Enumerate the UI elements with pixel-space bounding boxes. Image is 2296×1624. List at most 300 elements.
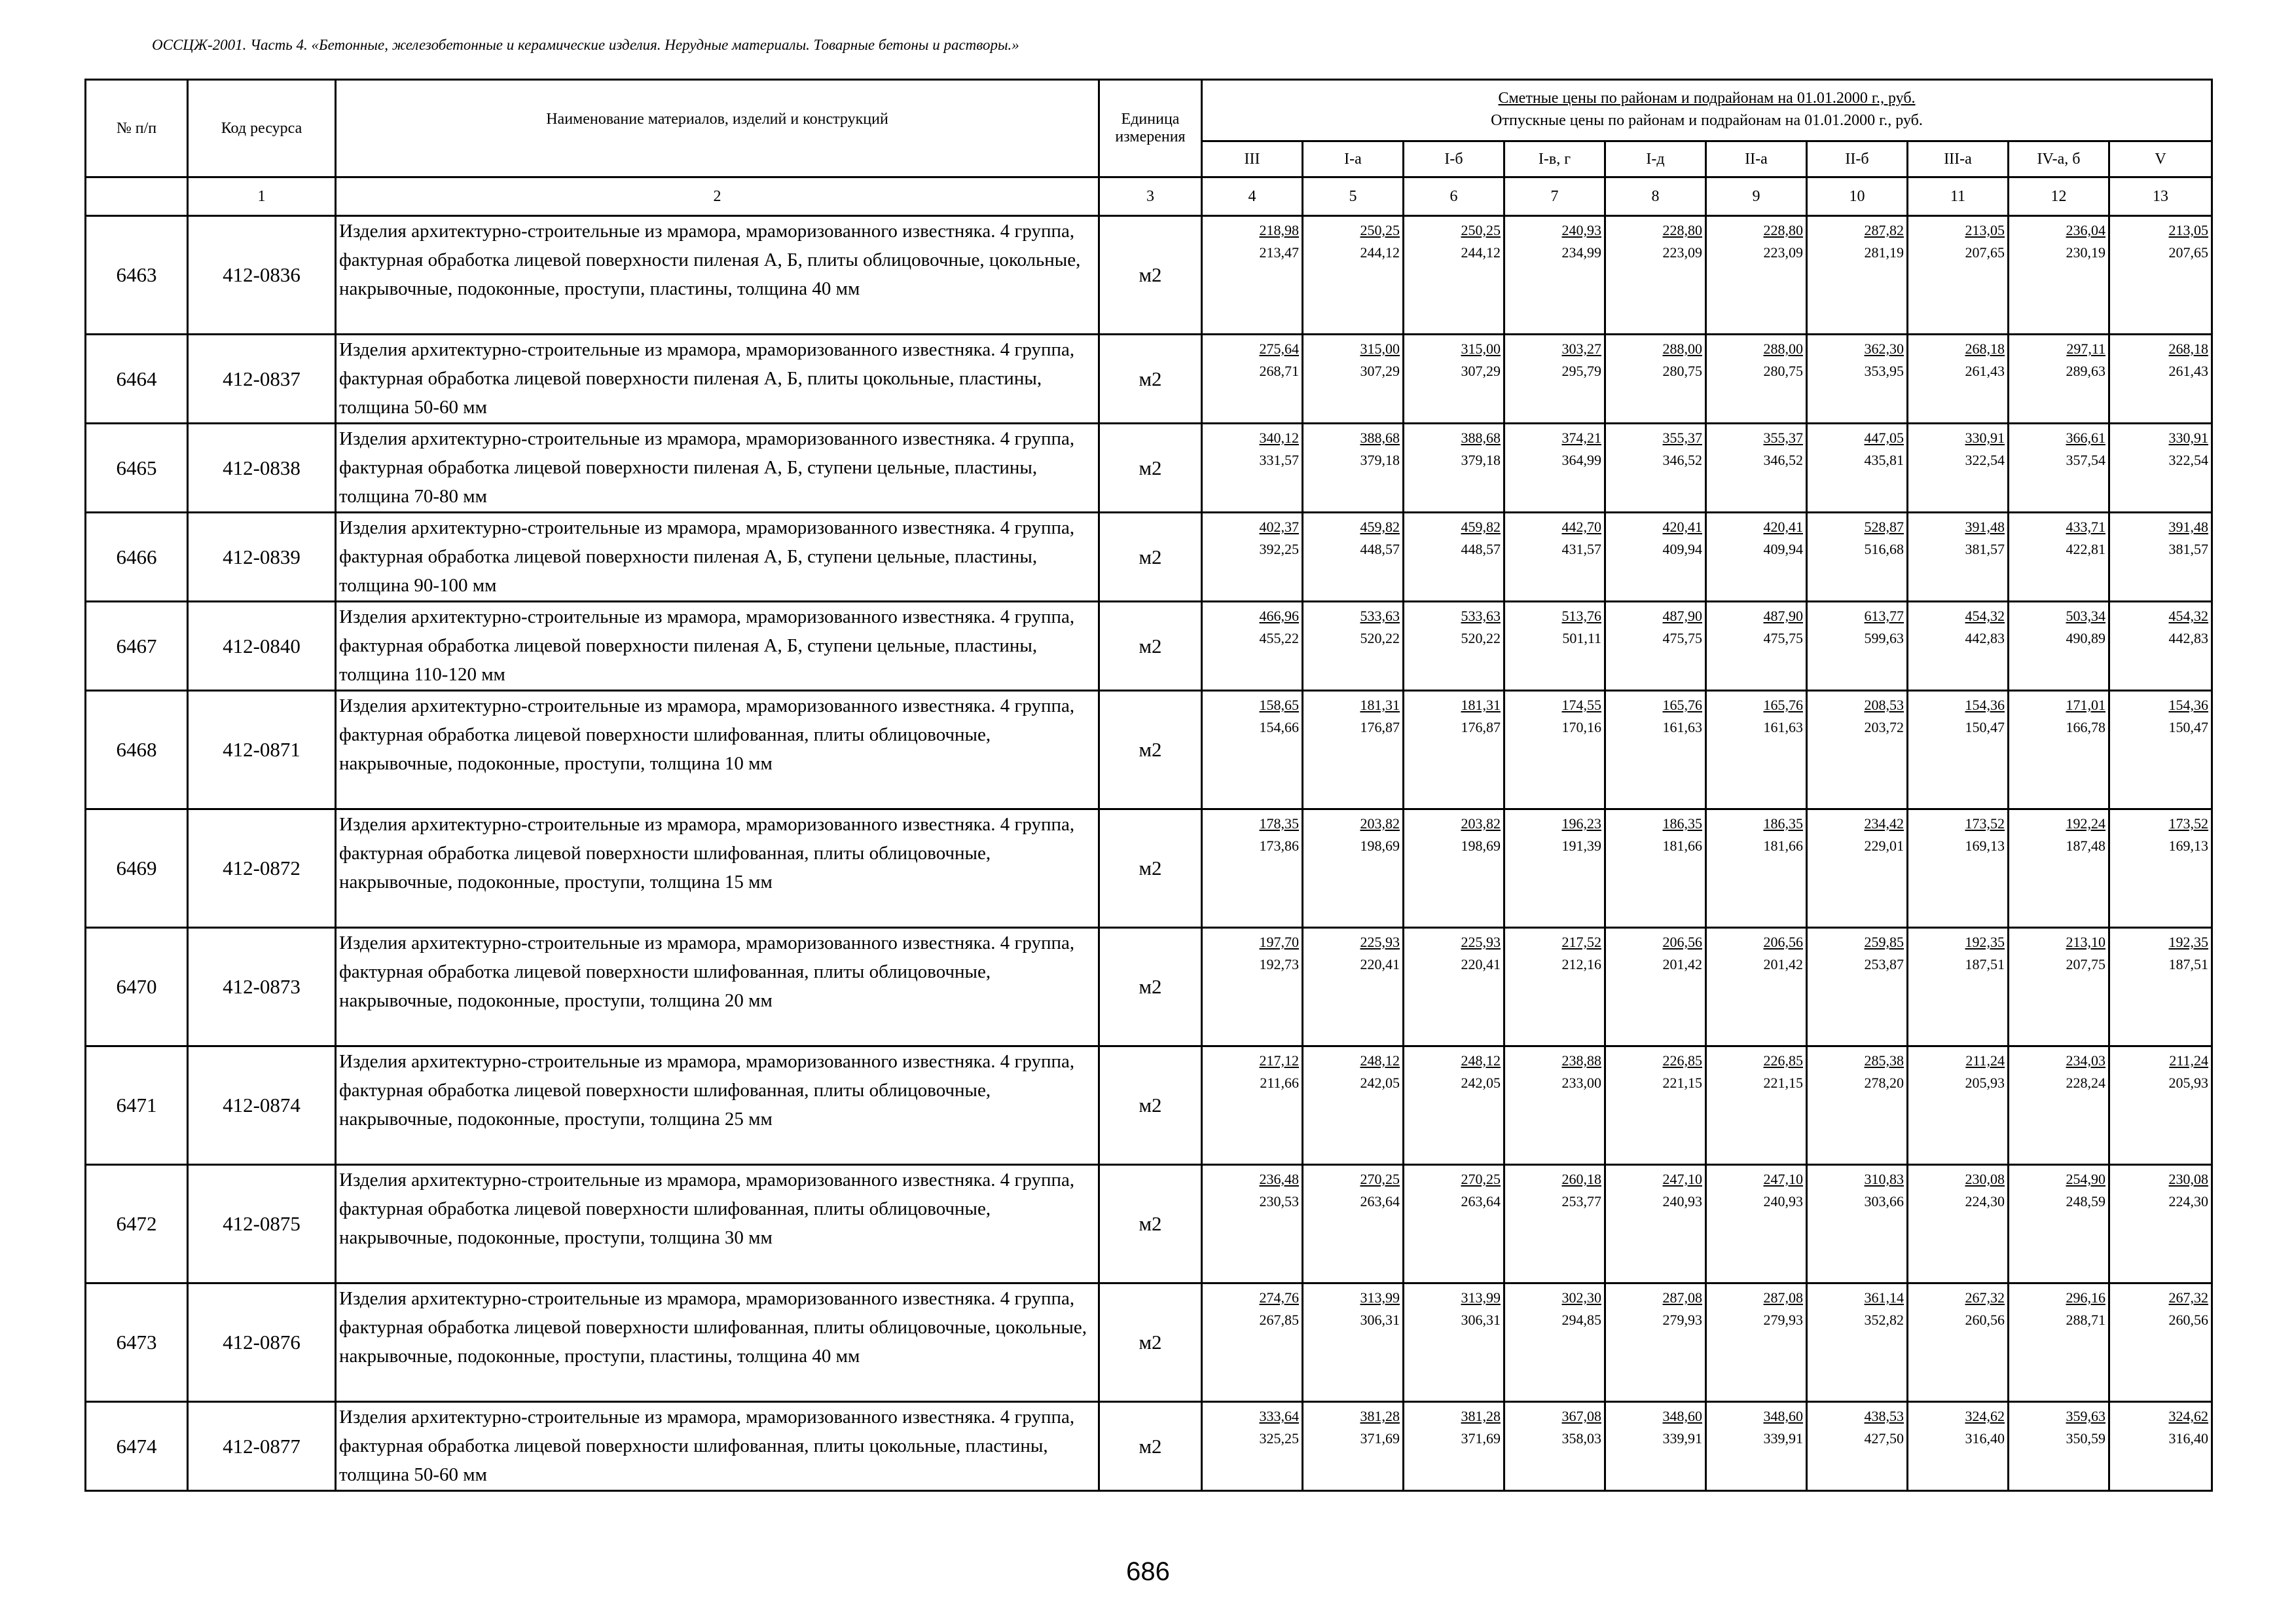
price-cell (1303, 1283, 1404, 1402)
estimate-price: 208,53 (1864, 697, 1904, 713)
table-row (86, 691, 2212, 809)
price-cell (2109, 1283, 2212, 1402)
selling-price: 358,03 (1561, 1430, 1601, 1447)
estimate-price: 154,36 (1965, 697, 2005, 713)
price-cell (1504, 691, 1605, 809)
price-cell (1504, 928, 1605, 1046)
material-name: Изделия архитектурно-строительные из мрамора, мраморизованного известняка. 4 группа, фактурная обработка лицевой поверхности шлифованная, плиты облицовочные, цокольные, накрывочные, подоконные, проступи, пластины, толщина 40 мм (336, 1283, 1099, 1402)
material-name: Изделия архитектурно-строительные из мрамора, мраморизованного известняка. 4 группа, фактурная обработка лицевой поверхности шлифованная, плиты облицовочные, накрывочные, подоконные, проступи, толщина 15 мм (336, 809, 1099, 928)
selling-price: 207,65 (2168, 244, 2209, 261)
selling-price: 379,18 (1461, 452, 1501, 468)
price-cell (2009, 424, 2109, 513)
table-body (86, 216, 2212, 1491)
estimate-price: 447,05 (1864, 430, 1904, 446)
selling-price: 294,85 (1561, 1312, 1601, 1328)
table-row (86, 1046, 2212, 1165)
price-cell (1504, 513, 1605, 602)
estimate-price: 230,08 (1965, 1171, 2005, 1187)
selling-price: 306,31 (1360, 1312, 1400, 1328)
price-cell (1605, 1165, 1706, 1283)
estimate-price: 381,28 (1360, 1408, 1400, 1424)
estimate-price: 234,42 (1864, 815, 1904, 832)
unit-of-measure: м2 (1099, 1283, 1202, 1402)
selling-price: 166,78 (2066, 719, 2105, 735)
column-number-empty (86, 177, 188, 216)
price-cell (1706, 1046, 1807, 1165)
estimate-price: 158,65 (1259, 697, 1299, 713)
table-row (86, 602, 2212, 691)
price-cell (1303, 513, 1404, 602)
table-row (86, 424, 2212, 513)
selling-price: 201,42 (1662, 956, 1702, 972)
selling-price: 234,99 (1561, 244, 1601, 261)
selling-price: 230,53 (1259, 1193, 1299, 1209)
unit-of-measure: м2 (1099, 335, 1202, 424)
price-cell (1807, 928, 1908, 1046)
estimate-price: 260,18 (1561, 1171, 1601, 1187)
price-cell (2109, 424, 2212, 513)
estimate-price: 388,68 (1461, 430, 1501, 446)
estimate-price: 355,37 (1662, 430, 1702, 446)
price-cell (1404, 424, 1504, 513)
header-prices (1202, 80, 2212, 141)
estimate-price: 250,25 (1360, 222, 1400, 238)
price-cell (2109, 602, 2212, 691)
selling-price: 229,01 (1864, 838, 1904, 854)
price-table (84, 79, 2213, 1492)
selling-price: 170,16 (1561, 719, 1601, 735)
price-cell (1404, 513, 1504, 602)
price-cell (1706, 216, 1807, 335)
region-header: III-а (1908, 141, 2009, 177)
estimate-price: 226,85 (1662, 1052, 1702, 1069)
estimate-price: 173,52 (2168, 815, 2209, 832)
unit-of-measure: м2 (1099, 809, 1202, 928)
estimate-price: 206,56 (1662, 934, 1702, 950)
estimate-price: 173,52 (1965, 815, 2005, 832)
selling-price: 279,93 (1763, 1312, 1803, 1328)
price-cell (1605, 216, 1706, 335)
estimate-price: 211,24 (2169, 1052, 2209, 1069)
selling-price: 150,47 (1965, 719, 2005, 735)
estimate-price: 310,83 (1864, 1171, 1904, 1187)
estimate-price: 192,35 (2168, 934, 2209, 950)
column-number: 8 (1605, 177, 1706, 216)
selling-price: 278,20 (1864, 1075, 1904, 1091)
price-cell (1605, 335, 1706, 424)
price-cell (1807, 216, 1908, 335)
estimate-price: 315,00 (1461, 341, 1501, 357)
region-header: II-а (1706, 141, 1807, 177)
estimate-price: 287,08 (1763, 1289, 1803, 1306)
estimate-price: 178,35 (1259, 815, 1299, 832)
estimate-price: 247,10 (1763, 1171, 1803, 1187)
selling-price: 203,72 (1864, 719, 1904, 735)
selling-price: 230,19 (2066, 244, 2105, 261)
estimate-price: 203,82 (1461, 815, 1501, 832)
price-cell (1504, 1165, 1605, 1283)
selling-price: 475,75 (1662, 630, 1702, 646)
selling-price: 289,63 (2066, 363, 2105, 379)
estimate-price: 348,60 (1662, 1408, 1702, 1424)
estimate-price: 361,14 (1864, 1289, 1904, 1306)
estimate-price: 302,30 (1561, 1289, 1601, 1306)
estimate-price: 217,52 (1561, 934, 1601, 950)
price-cell (1706, 1283, 1807, 1402)
price-cell (1202, 513, 1303, 602)
table-row (86, 216, 2212, 335)
estimate-price: 181,31 (1360, 697, 1400, 713)
selling-price: 187,48 (2066, 838, 2105, 854)
material-name: Изделия архитектурно-строительные из мрамора, мраморизованного известняка. 4 группа, фактурная обработка лицевой поверхности шлифованная, плиты облицовочные, накрывочные, подоконные, проступи, толщина 20 мм (336, 928, 1099, 1046)
price-cell (1908, 1046, 2009, 1165)
price-cell (1202, 928, 1303, 1046)
price-cell (1908, 1402, 2009, 1491)
estimate-price: 340,12 (1259, 430, 1299, 446)
price-cell (1807, 602, 1908, 691)
selling-price: 442,83 (1965, 630, 2005, 646)
resource-code: 412-0874 (188, 1046, 336, 1165)
price-cell (1303, 602, 1404, 691)
estimate-price: 192,24 (2066, 815, 2105, 832)
selling-price: 244,12 (1461, 244, 1501, 261)
region-header: I-б (1404, 141, 1504, 177)
document-header: ОССЦЖ-2001. Часть 4. «Бетонные, железобетонные и керамические изделия. Нерудные материалы. Товарные бетоны и растворы.» (152, 37, 1019, 53)
estimate-price: 355,37 (1763, 430, 1803, 446)
estimate-price: 324,62 (2168, 1408, 2209, 1424)
estimate-price: 381,28 (1461, 1408, 1501, 1424)
estimate-price: 225,93 (1360, 934, 1400, 950)
resource-code: 412-0839 (188, 513, 336, 602)
region-header: I-а (1303, 141, 1404, 177)
price-cell (1504, 1283, 1605, 1402)
estimate-price: 250,25 (1461, 222, 1501, 238)
selling-price: 181,66 (1763, 838, 1803, 854)
table-row (86, 809, 2212, 928)
price-cell (2009, 809, 2109, 928)
selling-price: 198,69 (1360, 838, 1400, 854)
price-cell (1202, 1165, 1303, 1283)
price-cell (1908, 513, 2009, 602)
price-cell (1605, 809, 1706, 928)
selling-price: 263,64 (1360, 1193, 1400, 1209)
selling-price: 280,75 (1662, 363, 1702, 379)
material-name: Изделия архитектурно-строительные из мрамора, мраморизованного известняка. 4 группа, фактурная обработка лицевой поверхности шлифованная, плиты облицовочные, накрывочные, подоконные, проступи, толщина 10 мм (336, 691, 1099, 809)
row-number: 6469 (86, 809, 188, 928)
selling-price: 248,59 (2066, 1193, 2105, 1209)
column-number: 5 (1303, 177, 1404, 216)
price-cell (1504, 216, 1605, 335)
estimate-price: 268,18 (1965, 341, 2005, 357)
price-cell (1303, 928, 1404, 1046)
price-cell (1404, 691, 1504, 809)
estimate-price: 171,01 (2066, 697, 2105, 713)
selling-price: 253,87 (1864, 956, 1904, 972)
price-cell (1202, 1046, 1303, 1165)
price-cell (1404, 1046, 1504, 1165)
unit-of-measure: м2 (1099, 513, 1202, 602)
estimate-price: 275,64 (1259, 341, 1299, 357)
price-cell (2009, 513, 2109, 602)
table-row (86, 928, 2212, 1046)
selling-price: 339,91 (1763, 1430, 1803, 1447)
selling-price: 267,85 (1259, 1312, 1299, 1328)
column-number: 9 (1706, 177, 1807, 216)
estimate-price: 197,70 (1259, 934, 1299, 950)
estimate-price: 388,68 (1360, 430, 1400, 446)
estimate-price: 211,24 (1965, 1052, 2005, 1069)
region-header: V (2109, 141, 2212, 177)
selling-price: 176,87 (1360, 719, 1400, 735)
estimate-price: 268,18 (2168, 341, 2209, 357)
price-cell (2109, 1046, 2212, 1165)
price-cell (1807, 1402, 1908, 1491)
selling-price: 161,63 (1662, 719, 1702, 735)
selling-price: 207,65 (1965, 244, 2005, 261)
price-cell (2109, 1402, 2212, 1491)
selling-price: 228,24 (2066, 1075, 2105, 1091)
selling-price: 280,75 (1763, 363, 1803, 379)
estimate-price: 297,11 (2066, 341, 2105, 357)
selling-price: 223,09 (1662, 244, 1702, 261)
price-cell (1706, 335, 1807, 424)
unit-of-measure: м2 (1099, 928, 1202, 1046)
estimate-price: 315,00 (1360, 341, 1400, 357)
estimate-price: 236,48 (1259, 1171, 1299, 1187)
material-name: Изделия архитектурно-строительные из мрамора, мраморизованного известняка. 4 группа, фактурная обработка лицевой поверхности пиленая А, Б, плиты цокольные, пластины, толщина 50-60 мм (336, 335, 1099, 424)
selling-price: 191,39 (1561, 838, 1601, 854)
price-cell (1303, 1165, 1404, 1283)
estimate-price: 270,25 (1360, 1171, 1400, 1187)
material-name: Изделия архитектурно-строительные из мрамора, мраморизованного известняка. 4 группа, фактурная обработка лицевой поверхности шлифованная, плиты облицовочные, накрывочные, подоконные, проступи, толщина 25 мм (336, 1046, 1099, 1165)
price-cell (1908, 424, 2009, 513)
estimate-price: 186,35 (1763, 815, 1803, 832)
price-cell (1706, 1402, 1807, 1491)
selling-price: 307,29 (1461, 363, 1501, 379)
selling-price: 431,57 (1561, 541, 1601, 557)
estimate-price: 459,82 (1461, 519, 1501, 535)
header-estimate-prices: Сметные цены по районам и подрайонам на 01.01.2000 г., руб. (1498, 90, 1916, 107)
estimate-price: 267,32 (1965, 1289, 2005, 1306)
price-cell (1303, 1402, 1404, 1491)
selling-price: 379,18 (1360, 452, 1400, 468)
estimate-price: 420,41 (1662, 519, 1702, 535)
selling-price: 253,77 (1561, 1193, 1601, 1209)
estimate-price: 459,82 (1360, 519, 1400, 535)
estimate-price: 230,08 (2168, 1171, 2209, 1187)
unit-of-measure: м2 (1099, 602, 1202, 691)
price-cell (1908, 691, 2009, 809)
selling-price: 381,57 (1965, 541, 2005, 557)
unit-of-measure: м2 (1099, 1046, 1202, 1165)
estimate-price: 248,12 (1461, 1052, 1501, 1069)
price-cell (1202, 424, 1303, 513)
selling-price: 490,89 (2066, 630, 2105, 646)
price-cell (1807, 424, 1908, 513)
row-number: 6474 (86, 1402, 188, 1491)
price-cell (1908, 216, 2009, 335)
row-number: 6468 (86, 691, 188, 809)
price-cell (2009, 691, 2109, 809)
estimate-price: 267,32 (2168, 1289, 2209, 1306)
material-name: Изделия архитектурно-строительные из мрамора, мраморизованного известняка. 4 группа, фактурная обработка лицевой поверхности пиленая А, Б, ступени цельные, пластины, толщина 110-120 мм (336, 602, 1099, 691)
selling-price: 240,93 (1662, 1193, 1702, 1209)
selling-price: 331,57 (1259, 452, 1299, 468)
selling-price: 371,69 (1360, 1430, 1400, 1447)
selling-price: 221,15 (1662, 1075, 1702, 1091)
estimate-price: 613,77 (1864, 608, 1904, 624)
price-cell (1605, 928, 1706, 1046)
estimate-price: 186,35 (1662, 815, 1702, 832)
estimate-price: 287,82 (1864, 222, 1904, 238)
selling-price: 501,11 (1562, 630, 1601, 646)
table-row (86, 1165, 2212, 1283)
estimate-price: 288,00 (1763, 341, 1803, 357)
selling-price: 260,56 (2168, 1312, 2209, 1328)
selling-price: 211,66 (1260, 1075, 1299, 1091)
estimate-price: 203,82 (1360, 815, 1400, 832)
estimate-price: 348,60 (1763, 1408, 1803, 1424)
selling-price: 392,25 (1259, 541, 1299, 557)
selling-price: 198,69 (1461, 838, 1501, 854)
resource-code: 412-0873 (188, 928, 336, 1046)
selling-price: 520,22 (1461, 630, 1501, 646)
column-number: 11 (1908, 177, 2009, 216)
row-number: 6465 (86, 424, 188, 513)
selling-price: 260,56 (1965, 1312, 2005, 1328)
selling-price: 173,86 (1259, 838, 1299, 854)
estimate-price: 192,35 (1965, 934, 2005, 950)
selling-price: 442,83 (2168, 630, 2209, 646)
estimate-price: 254,90 (2066, 1171, 2105, 1187)
selling-price: 261,43 (1965, 363, 2005, 379)
table-row (86, 513, 2212, 602)
estimate-price: 330,91 (2168, 430, 2209, 446)
price-cell (1303, 691, 1404, 809)
column-number-row (86, 177, 2212, 216)
row-number: 6472 (86, 1165, 188, 1283)
material-name: Изделия архитектурно-строительные из мрамора, мраморизованного известняка. 4 группа, фактурная обработка лицевой поверхности пиленая А, Б, плиты облицовочные, цокольные, накрывочные, подоконные, проступи, пластины, толщина 40 мм (336, 216, 1099, 335)
header-code: Код ресурса (188, 80, 336, 177)
price-cell (1807, 809, 1908, 928)
row-number: 6467 (86, 602, 188, 691)
resource-code: 412-0836 (188, 216, 336, 335)
estimate-price: 165,76 (1763, 697, 1803, 713)
selling-price: 353,95 (1864, 363, 1904, 379)
price-cell (1202, 1283, 1303, 1402)
estimate-price: 303,27 (1561, 341, 1601, 357)
row-number: 6466 (86, 513, 188, 602)
selling-price: 224,30 (1965, 1193, 2005, 1209)
estimate-price: 213,05 (1965, 222, 2005, 238)
unit-of-measure: м2 (1099, 216, 1202, 335)
price-cell (1807, 1165, 1908, 1283)
price-cell (1807, 691, 1908, 809)
estimate-price: 313,99 (1360, 1289, 1400, 1306)
estimate-price: 466,96 (1259, 608, 1299, 624)
selling-price: 221,15 (1763, 1075, 1803, 1091)
price-cell (1202, 216, 1303, 335)
selling-price: 409,94 (1763, 541, 1803, 557)
resource-code: 412-0877 (188, 1402, 336, 1491)
estimate-price: 330,91 (1965, 430, 2005, 446)
column-number: 1 (188, 177, 336, 216)
selling-price: 357,54 (2066, 452, 2105, 468)
selling-price: 427,50 (1864, 1430, 1904, 1447)
selling-price: 281,19 (1864, 244, 1904, 261)
price-cell (1504, 335, 1605, 424)
price-cell (1303, 424, 1404, 513)
price-cell (1605, 1283, 1706, 1402)
price-cell (2009, 216, 2109, 335)
resource-code: 412-0840 (188, 602, 336, 691)
header-num: № п/п (86, 80, 188, 177)
selling-price: 325,25 (1259, 1430, 1299, 1447)
selling-price: 307,29 (1360, 363, 1400, 379)
estimate-price: 333,64 (1259, 1408, 1299, 1424)
selling-price: 316,40 (1965, 1430, 2005, 1447)
selling-price: 154,66 (1259, 719, 1299, 735)
price-cell (1404, 928, 1504, 1046)
selling-price: 322,54 (2168, 452, 2209, 468)
price-cell (1404, 216, 1504, 335)
estimate-price: 438,53 (1864, 1408, 1904, 1424)
selling-price: 288,71 (2066, 1312, 2105, 1328)
table-row (86, 335, 2212, 424)
price-cell (2009, 1283, 2109, 1402)
estimate-price: 154,36 (2168, 697, 2209, 713)
selling-price: 448,57 (1360, 541, 1400, 557)
region-header: II-б (1807, 141, 1908, 177)
price-cell (1706, 513, 1807, 602)
estimate-price: 225,93 (1461, 934, 1501, 950)
price-cell (1404, 1165, 1504, 1283)
selling-price: 599,63 (1864, 630, 1904, 646)
estimate-price: 503,34 (2066, 608, 2105, 624)
price-cell (1303, 1046, 1404, 1165)
selling-price: 205,93 (1965, 1075, 2005, 1091)
selling-price: 263,64 (1461, 1193, 1501, 1209)
estimate-price: 213,05 (2168, 222, 2209, 238)
estimate-price: 313,99 (1461, 1289, 1501, 1306)
resource-code: 412-0872 (188, 809, 336, 928)
selling-price: 169,13 (2168, 838, 2209, 854)
price-cell (2009, 928, 2109, 1046)
column-number: 10 (1807, 177, 1908, 216)
selling-price: 295,79 (1561, 363, 1601, 379)
selling-price: 435,81 (1864, 452, 1904, 468)
unit-of-measure: м2 (1099, 424, 1202, 513)
estimate-price: 206,56 (1763, 934, 1803, 950)
estimate-price: 228,80 (1763, 222, 1803, 238)
estimate-price: 247,10 (1662, 1171, 1702, 1187)
estimate-price: 174,55 (1561, 697, 1601, 713)
price-cell (2009, 1402, 2109, 1491)
selling-price: 187,51 (1965, 956, 2005, 972)
selling-price: 322,54 (1965, 452, 2005, 468)
selling-price: 261,43 (2168, 363, 2209, 379)
price-cell (1202, 1402, 1303, 1491)
estimate-price: 165,76 (1662, 697, 1702, 713)
estimate-price: 181,31 (1461, 697, 1501, 713)
price-cell (1807, 1283, 1908, 1402)
price-cell (1908, 928, 2009, 1046)
estimate-price: 513,76 (1561, 608, 1601, 624)
selling-price: 455,22 (1259, 630, 1299, 646)
table-row (86, 1402, 2212, 1491)
estimate-price: 218,98 (1259, 222, 1299, 238)
selling-price: 371,69 (1461, 1430, 1501, 1447)
